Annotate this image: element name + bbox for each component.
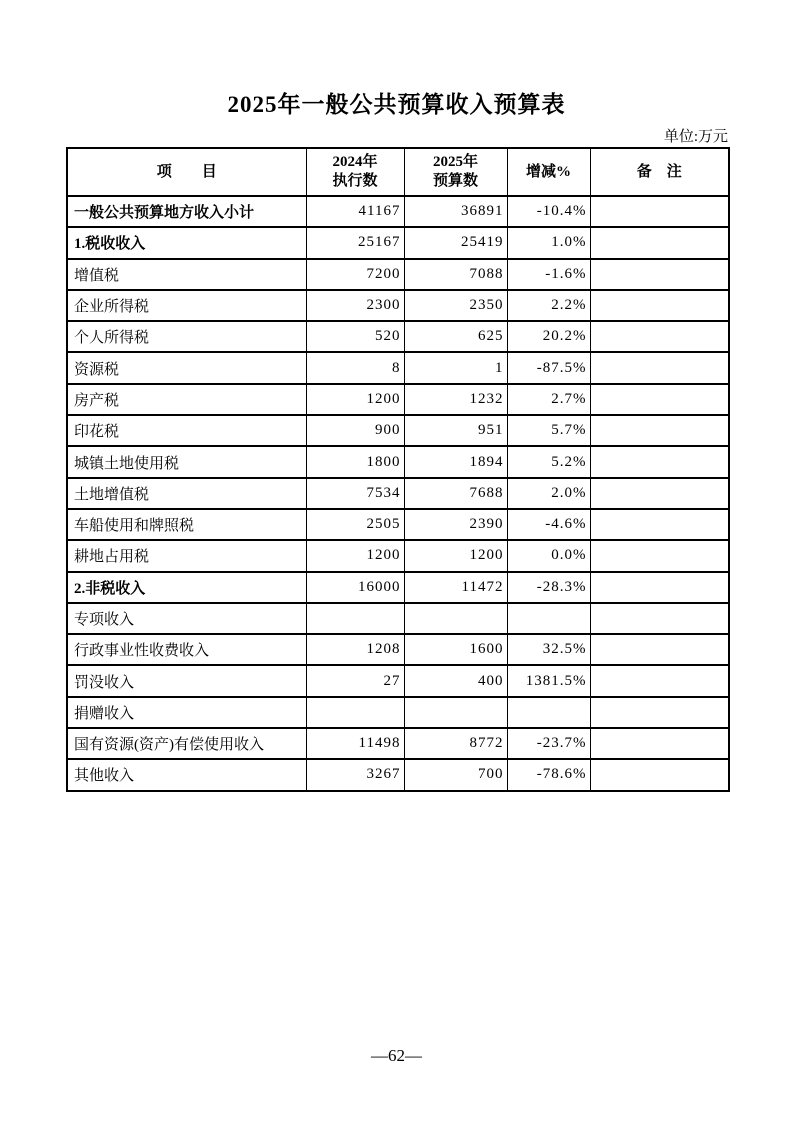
change-pct-cell: -28.3%: [507, 572, 590, 603]
exec-2024-cell: 3267: [306, 759, 404, 790]
note-cell: [590, 196, 729, 227]
col-header-2025-budget: [404, 148, 507, 196]
note-cell: [590, 446, 729, 477]
exec-2024-cell: [306, 603, 404, 634]
note-cell: [590, 352, 729, 383]
change-pct-cell: 32.5%: [507, 634, 590, 665]
exec-2024-cell: 41167: [306, 196, 404, 227]
note-cell: [590, 697, 729, 728]
exec-2024-cell: 520: [306, 321, 404, 352]
item-cell: 企业所得税: [67, 290, 306, 321]
note-cell: [590, 415, 729, 446]
table-row: [67, 446, 729, 477]
col-header-2025-line2: 预算数: [432, 173, 478, 189]
exec-2024-cell: 27: [306, 665, 404, 696]
header-row: [67, 148, 729, 196]
item-cell: 资源税: [67, 352, 306, 383]
note-cell: [590, 290, 729, 321]
table-row: [67, 415, 729, 446]
budget-2025-cell: 700: [404, 759, 507, 790]
exec-2024-cell: 25167: [306, 227, 404, 258]
budget-2025-cell: 1: [404, 352, 507, 383]
table-row: [67, 259, 729, 290]
budget-2025-cell: 1232: [404, 384, 507, 415]
item-cell: 2.非税收入: [67, 572, 306, 603]
item-cell: 捐赠收入: [67, 697, 306, 728]
table-body: [67, 196, 729, 791]
col-header-note: 备 注: [590, 148, 729, 196]
exec-2024-cell: 7534: [306, 478, 404, 509]
table-row: [67, 665, 729, 696]
exec-2024-cell: 2300: [306, 290, 404, 321]
change-pct-cell: 2.0%: [507, 478, 590, 509]
item-cell: 1.税收收入: [67, 227, 306, 258]
change-pct-cell: -4.6%: [507, 509, 590, 540]
budget-2025-cell: 7688: [404, 478, 507, 509]
item-cell: 耕地占用税: [67, 540, 306, 571]
note-cell: [590, 259, 729, 290]
exec-2024-cell: 11498: [306, 728, 404, 759]
col-header-change: 增减%: [507, 148, 590, 196]
item-cell: 房产税: [67, 384, 306, 415]
change-pct-cell: 5.7%: [507, 415, 590, 446]
col-header-2024-line1: 2024年: [332, 154, 378, 171]
page-title: 2025年一般公共预算收入预算表: [227, 92, 566, 117]
item-cell: 专项收入: [67, 603, 306, 634]
table-row: [67, 728, 729, 759]
table-row: [67, 290, 729, 321]
item-cell: 其他收入: [67, 759, 306, 790]
item-cell: 印花税: [67, 415, 306, 446]
unit-label: 单位:万元: [663, 129, 728, 145]
exec-2024-cell: 7200: [306, 259, 404, 290]
note-cell: [590, 665, 729, 696]
change-pct-cell: 1.0%: [507, 227, 590, 258]
item-cell: 城镇土地使用税: [67, 446, 306, 477]
budget-2025-cell: [404, 697, 507, 728]
budget-2025-cell: 1200: [404, 540, 507, 571]
exec-2024-cell: 1800: [306, 446, 404, 477]
item-cell: 行政事业性收费收入: [67, 634, 306, 665]
budget-2025-cell: 25419: [404, 227, 507, 258]
note-cell: [590, 509, 729, 540]
table-row: [67, 540, 729, 571]
table-row: [67, 227, 729, 258]
col-header-2024-line2: 执行数: [332, 173, 378, 189]
note-cell: [590, 572, 729, 603]
exec-2024-cell: 2505: [306, 509, 404, 540]
change-pct-cell: [507, 603, 590, 634]
table-row: [67, 478, 729, 509]
item-cell: 一般公共预算地方收入小计: [67, 196, 306, 227]
budget-2025-cell: 1600: [404, 634, 507, 665]
exec-2024-cell: 1200: [306, 540, 404, 571]
note-cell: [590, 603, 729, 634]
col-header-2024-exec: [306, 148, 404, 196]
exec-2024-cell: 8: [306, 352, 404, 383]
item-cell: 车船使用和牌照税: [67, 509, 306, 540]
change-pct-cell: -78.6%: [507, 759, 590, 790]
note-cell: [590, 384, 729, 415]
item-cell: 土地增值税: [67, 478, 306, 509]
col-header-2025-line1: 2025年: [432, 154, 478, 171]
item-cell: 罚没收入: [67, 665, 306, 696]
budget-2025-cell: 2350: [404, 290, 507, 321]
item-cell: 增值税: [67, 259, 306, 290]
change-pct-cell: -10.4%: [507, 196, 590, 227]
exec-2024-cell: 1200: [306, 384, 404, 415]
budget-2025-cell: [404, 603, 507, 634]
change-pct-cell: 1381.5%: [507, 665, 590, 696]
budget-2025-cell: 1894: [404, 446, 507, 477]
change-pct-cell: 2.7%: [507, 384, 590, 415]
change-pct-cell: 2.2%: [507, 290, 590, 321]
budget-2025-cell: 2390: [404, 509, 507, 540]
change-pct-cell: -23.7%: [507, 728, 590, 759]
table-row: [67, 196, 729, 227]
exec-2024-cell: [306, 697, 404, 728]
table-row: [67, 697, 729, 728]
table-row: [67, 572, 729, 603]
change-pct-cell: -87.5%: [507, 352, 590, 383]
budget-2025-cell: 7088: [404, 259, 507, 290]
exec-2024-cell: 1208: [306, 634, 404, 665]
note-cell: [590, 728, 729, 759]
change-pct-cell: [507, 697, 590, 728]
note-cell: [590, 478, 729, 509]
table-row: [67, 634, 729, 665]
table-row: [67, 509, 729, 540]
budget-2025-cell: 951: [404, 415, 507, 446]
note-cell: [590, 321, 729, 352]
change-pct-cell: 0.0%: [507, 540, 590, 571]
note-cell: [590, 227, 729, 258]
table-row: [67, 384, 729, 415]
note-cell: [590, 634, 729, 665]
note-cell: [590, 759, 729, 790]
exec-2024-cell: 900: [306, 415, 404, 446]
budget-2025-cell: 11472: [404, 572, 507, 603]
item-cell: 个人所得税: [67, 321, 306, 352]
budget-2025-cell: 8772: [404, 728, 507, 759]
table-row: [67, 352, 729, 383]
change-pct-cell: -1.6%: [507, 259, 590, 290]
page-number: —62—: [371, 1046, 422, 1065]
note-cell: [590, 540, 729, 571]
budget-table: [66, 147, 730, 792]
budget-2025-cell: 400: [404, 665, 507, 696]
change-pct-cell: 20.2%: [507, 321, 590, 352]
item-cell: 国有资源(资产)有偿使用收入: [67, 728, 306, 759]
table-row: [67, 759, 729, 790]
col-header-item: 项 目: [67, 148, 306, 196]
budget-2025-cell: 625: [404, 321, 507, 352]
exec-2024-cell: 16000: [306, 572, 404, 603]
change-pct-cell: 5.2%: [507, 446, 590, 477]
table-row: [67, 603, 729, 634]
budget-2025-cell: 36891: [404, 196, 507, 227]
table-row: [67, 321, 729, 352]
